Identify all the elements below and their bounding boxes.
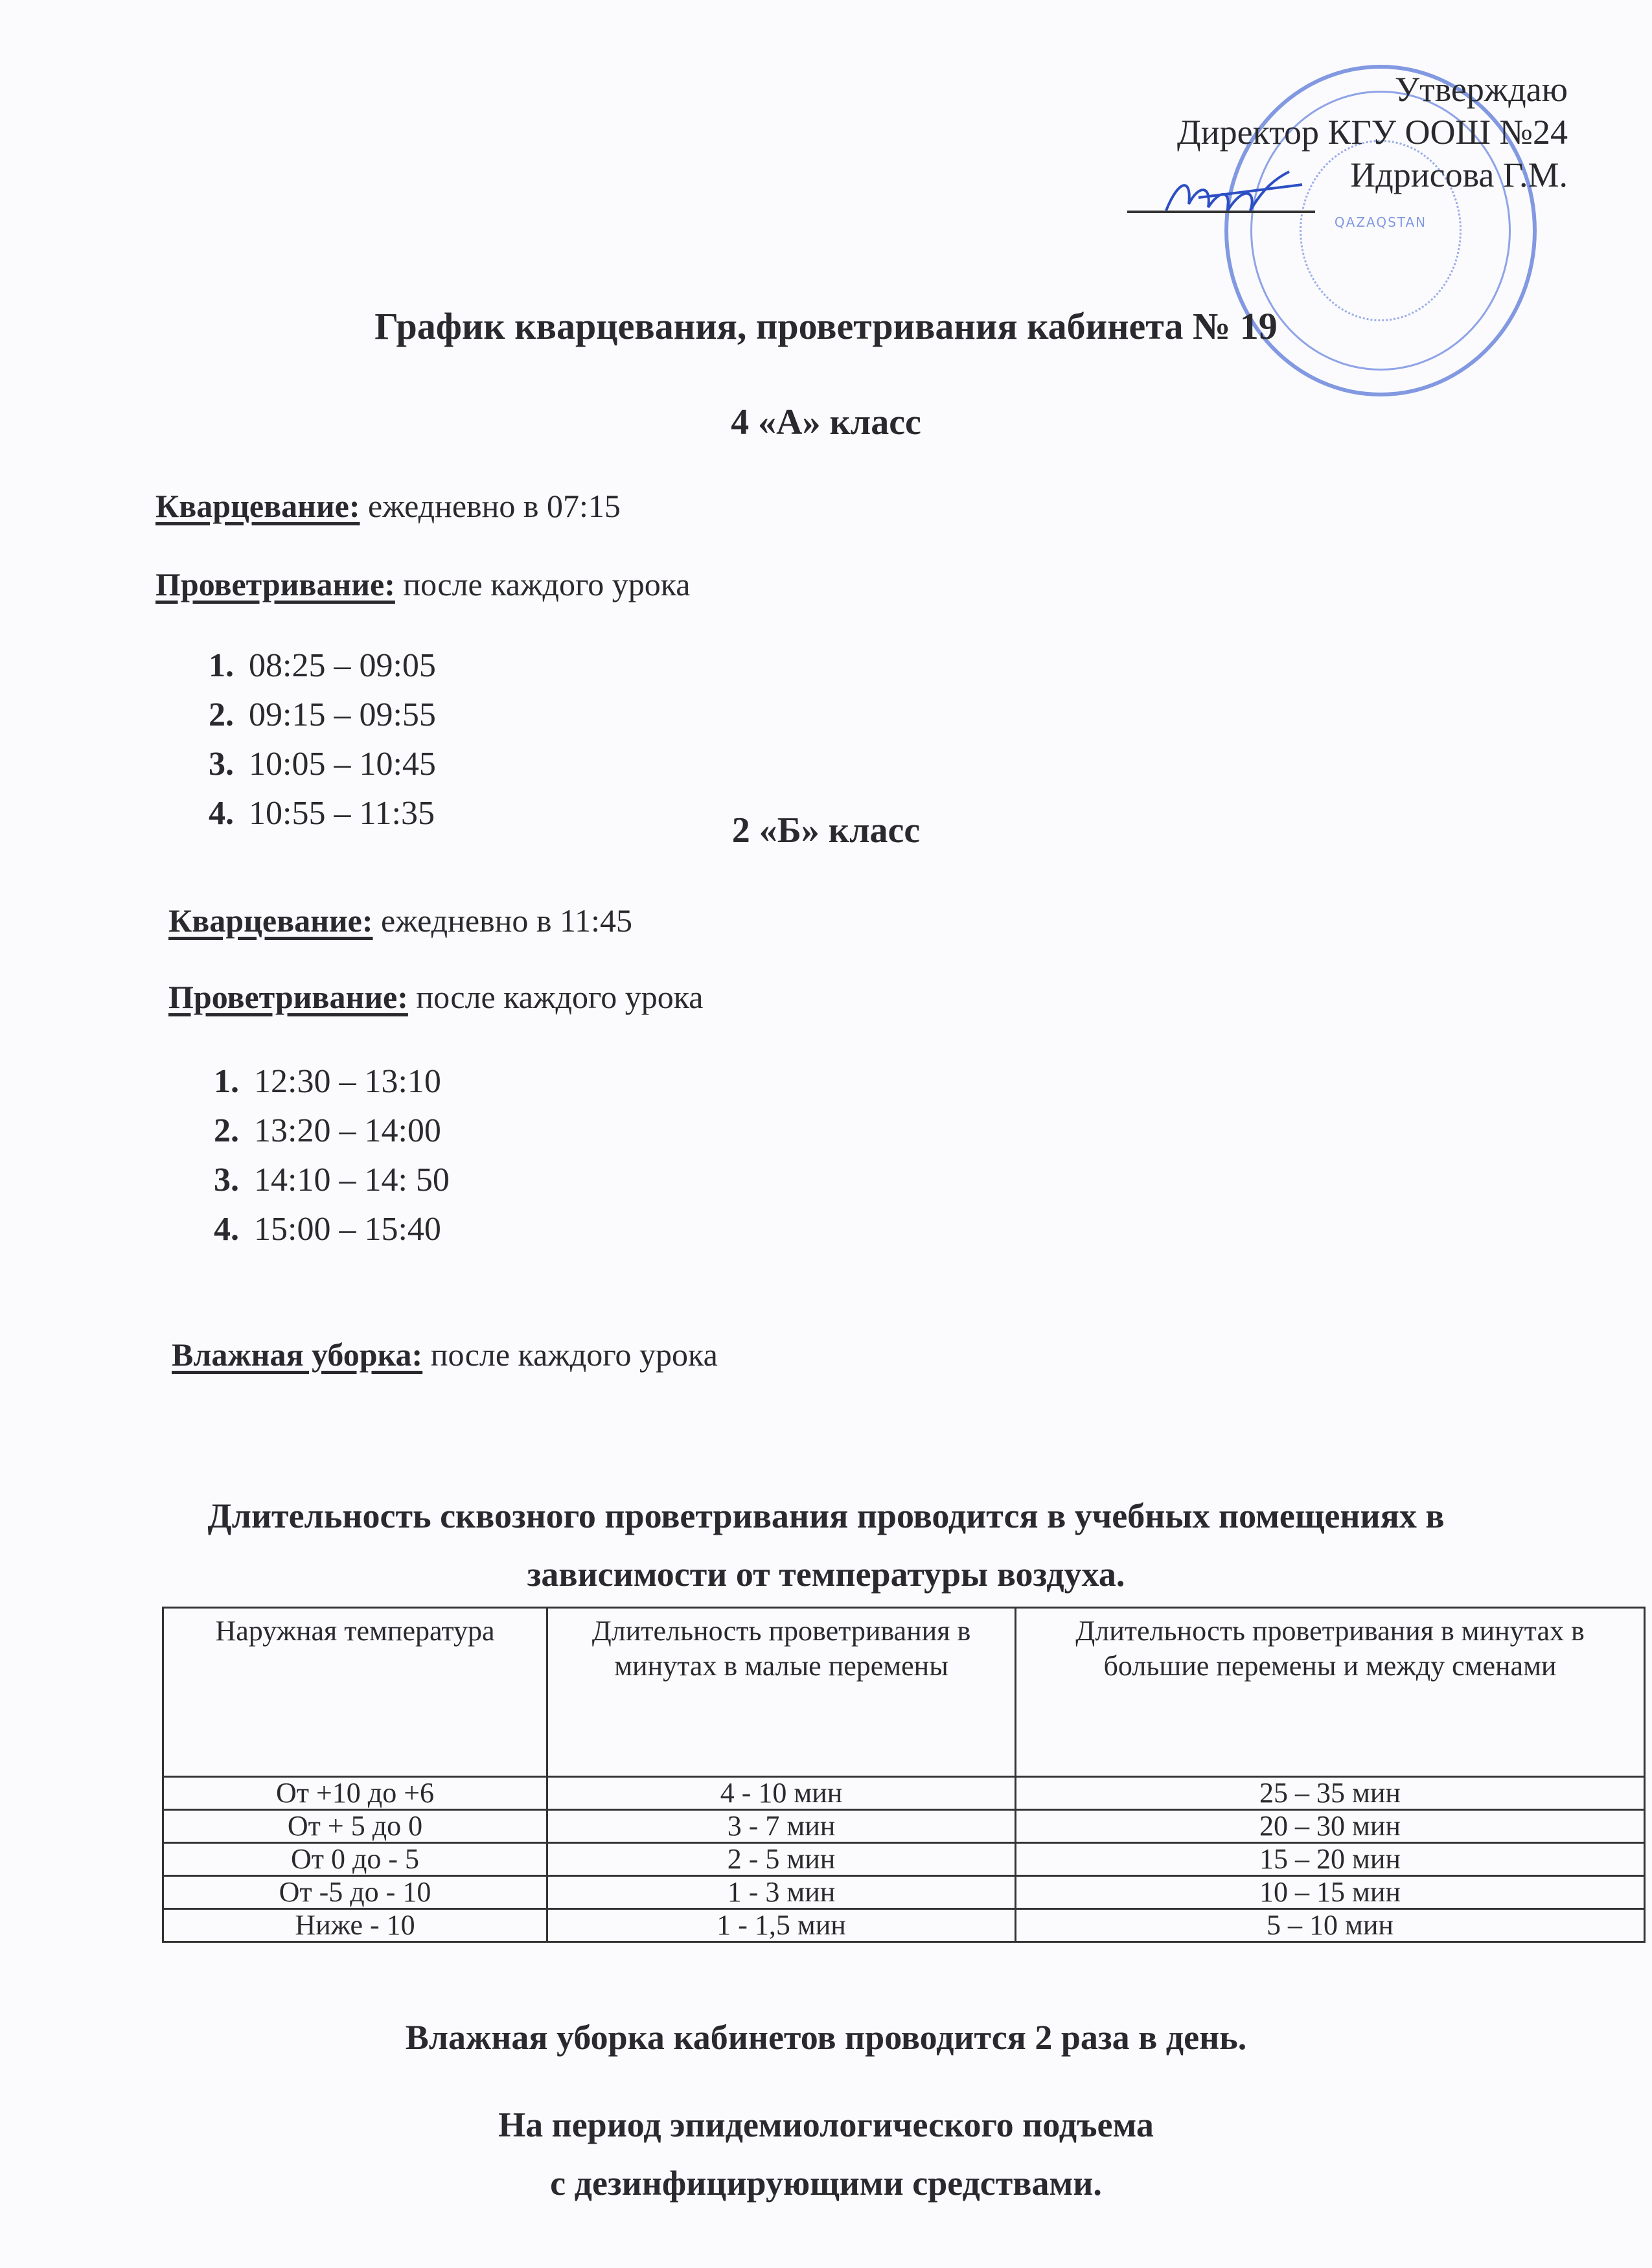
- list-item: 2. 13:20 – 14:00: [214, 1112, 441, 1149]
- vent-line-4a: [155, 566, 690, 603]
- list-item: 2. 09:15 – 09:55: [209, 696, 436, 733]
- quartz-line-4a: [155, 487, 621, 525]
- period-list-2b: [214, 1057, 450, 1254]
- header-long-break: Длительность проветривания в минутах в большие перемены и между сменами: [1016, 1608, 1645, 1777]
- vent-value: после каждого урока: [395, 566, 691, 602]
- list-item: 1. 12:30 – 13:10: [214, 1063, 441, 1100]
- quartz-label: Кварцевание:: [155, 488, 360, 524]
- footer-epidemic-note: На период эпидемиологического подъема с дезинфицирующими средствами.: [498, 2105, 1154, 2203]
- quartz-line-2b: [168, 902, 632, 939]
- period-list-4a: [209, 641, 436, 838]
- list-item: 1. 08:25 – 09:05: [209, 647, 436, 684]
- header-short-break: Длительность проветривания в минутах в малые перемены: [547, 1608, 1016, 1777]
- list-item: 4. 15:00 – 15:40: [214, 1211, 441, 1248]
- table-row: Ниже - 10 1 - 1,5 мин 5 – 10 мин: [163, 1909, 1645, 1942]
- vent-label: Проветривание:: [168, 979, 408, 1015]
- approval-title: Утверждаю: [1394, 70, 1568, 109]
- list-item: 3. 14:10 – 14: 50: [214, 1162, 450, 1198]
- quartz-value: ежедневно в 11:45: [373, 902, 633, 939]
- page-title: График кварцевания, проветривания кабинета № 19: [374, 305, 1278, 347]
- wet-cleaning-label: Влажная уборка:: [172, 1336, 423, 1373]
- duration-heading: Длительность сквозного проветривания проводится в учебных помещениях в зависимости от температуры воздуха.: [207, 1496, 1445, 1594]
- list-item: 4. 10:55 – 11:35: [209, 795, 435, 832]
- approval-name: Идрисова Г.М.: [1350, 155, 1568, 194]
- wet-cleaning-value: после каждого урока: [422, 1336, 718, 1373]
- vent-value: после каждого урока: [407, 979, 704, 1015]
- signature-icon: [1160, 165, 1315, 223]
- stamp-emblem-text: QAZAQSTAN: [1334, 214, 1427, 230]
- list-item: 3. 10:05 – 10:45: [209, 746, 436, 783]
- vent-line-2b: [168, 978, 703, 1016]
- class-heading-2b: 2 «Б» класс: [731, 810, 921, 851]
- vent-label: Проветривание:: [155, 566, 395, 602]
- class-heading-4a: 4 «А» класс: [731, 402, 921, 442]
- table-row: От 0 до - 5 2 - 5 мин 15 – 20 мин: [163, 1843, 1645, 1876]
- table-row: От -5 до - 10 1 - 3 мин 10 – 15 мин: [163, 1876, 1645, 1909]
- table-row: От +10 до +6 4 - 10 мин 25 – 35 мин: [163, 1777, 1645, 1810]
- quartz-label: Кварцевание:: [168, 902, 373, 939]
- header-temperature: Наружная температура: [163, 1608, 547, 1777]
- table-header-row: [163, 1608, 1645, 1777]
- wet-cleaning-line: [172, 1336, 718, 1373]
- approval-position: Директор КГУ ООШ №24: [1176, 113, 1568, 152]
- quartz-value: ежедневно в 07:15: [360, 488, 621, 524]
- footer-cleaning-note: Влажная уборка кабинетов проводится 2 раза в день.: [405, 2018, 1247, 2057]
- table-row: От + 5 до 0 3 - 7 мин 20 – 30 мин: [163, 1810, 1645, 1843]
- ventilation-table: [162, 1607, 1646, 1943]
